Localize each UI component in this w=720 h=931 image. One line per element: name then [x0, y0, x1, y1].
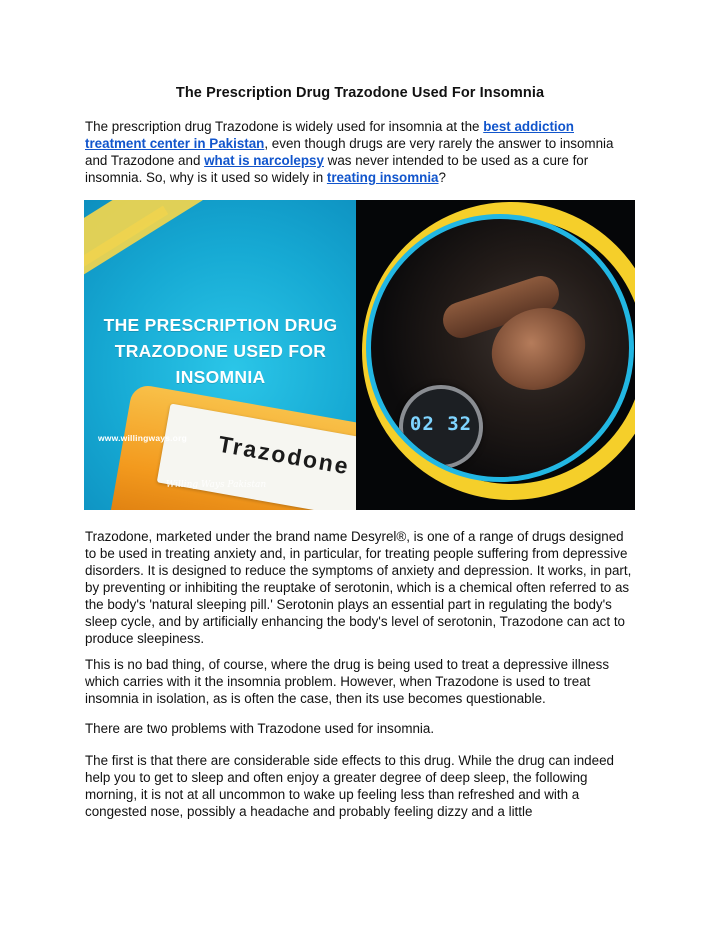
intro-text-3: was never intended to be used as a cure for insomnia. So, why is it used so widely in: [85, 153, 589, 185]
intro-text-2: , even though drugs are very rarely the answer to insomnia and Trazodone and: [85, 136, 614, 168]
hero-right-panel: [356, 200, 635, 510]
website-watermark: www.willingways.org: [98, 433, 187, 443]
body-paragraph-3: There are two problems with Trazodone used for insomnia.: [85, 721, 435, 736]
body-paragraph-2: This is no bad thing, of course, where the drug is being used to treat a depressive illness which carries with it the insomnia problem. However, when Trazodone is used to treat insomnia in isolation, as is often the case, then its use becomes questionable.: [85, 657, 610, 706]
hero-heading-line-3: INSOMNIA: [175, 367, 266, 387]
bottle-drug-name: Trazodone: [216, 430, 352, 480]
hero-heading-line-2: TRAZODONE USED FOR: [114, 341, 327, 361]
intro-text-4: ?: [438, 170, 446, 185]
intro-text-1: The prescription drug Trazodone is widely used for insomnia at the: [85, 119, 484, 134]
hero-heading-line-1: THE PRESCRIPTION DRUG: [103, 315, 338, 335]
link-what-is-narcolepsy[interactable]: what is narcolepsy: [204, 153, 324, 168]
yellow-stripe: [84, 200, 205, 278]
link-addiction-treatment-center[interactable]: best addiction treatment center in Pakistan: [85, 119, 574, 151]
link-treating-insomnia[interactable]: treating insomnia: [326, 170, 439, 185]
hero-image: [84, 200, 635, 510]
signature-logo: Willing Ways Pakistan: [166, 480, 267, 490]
hero-left-panel: [84, 200, 356, 510]
intro-paragraph: [85, 118, 637, 186]
hero-heading: [88, 312, 353, 390]
document-title: The Prescription Drug Trazodone Used For Insomnia: [175, 85, 545, 101]
clock-time-readout: 02 32: [409, 413, 473, 435]
body-paragraph-1: Trazodone, marketed under the brand name Desyrel®, is one of a range of drugs designed to be used in treating anxiety and, in particular, for treating people suffering from depressive disorders. It is designed to reduce the symptoms of anxiety and depression. It works, in part, by preventing or inhibiting the reuptake of serotonin, which is a chemical often referred to as the body's 'natural sleeping pill.' Serotonin plays an essential part in regulating the body's sleep cycle, and by artificially enhancing the body's level of serotonin, Trazodone can act to produce sleepiness.: [85, 529, 632, 646]
body-paragraph-4: The first is that there are considerable side effects to this drug. While the drug can indeed help you to get to sleep and often enjoy a greater degree of deep sleep, the following morning, it is not at all uncommon to wake up feeling less than refreshed and with a congested nose, possibly a headache and probably feeling dizzy and a little: [85, 753, 614, 819]
insomnia-photo-circle: [366, 214, 634, 482]
